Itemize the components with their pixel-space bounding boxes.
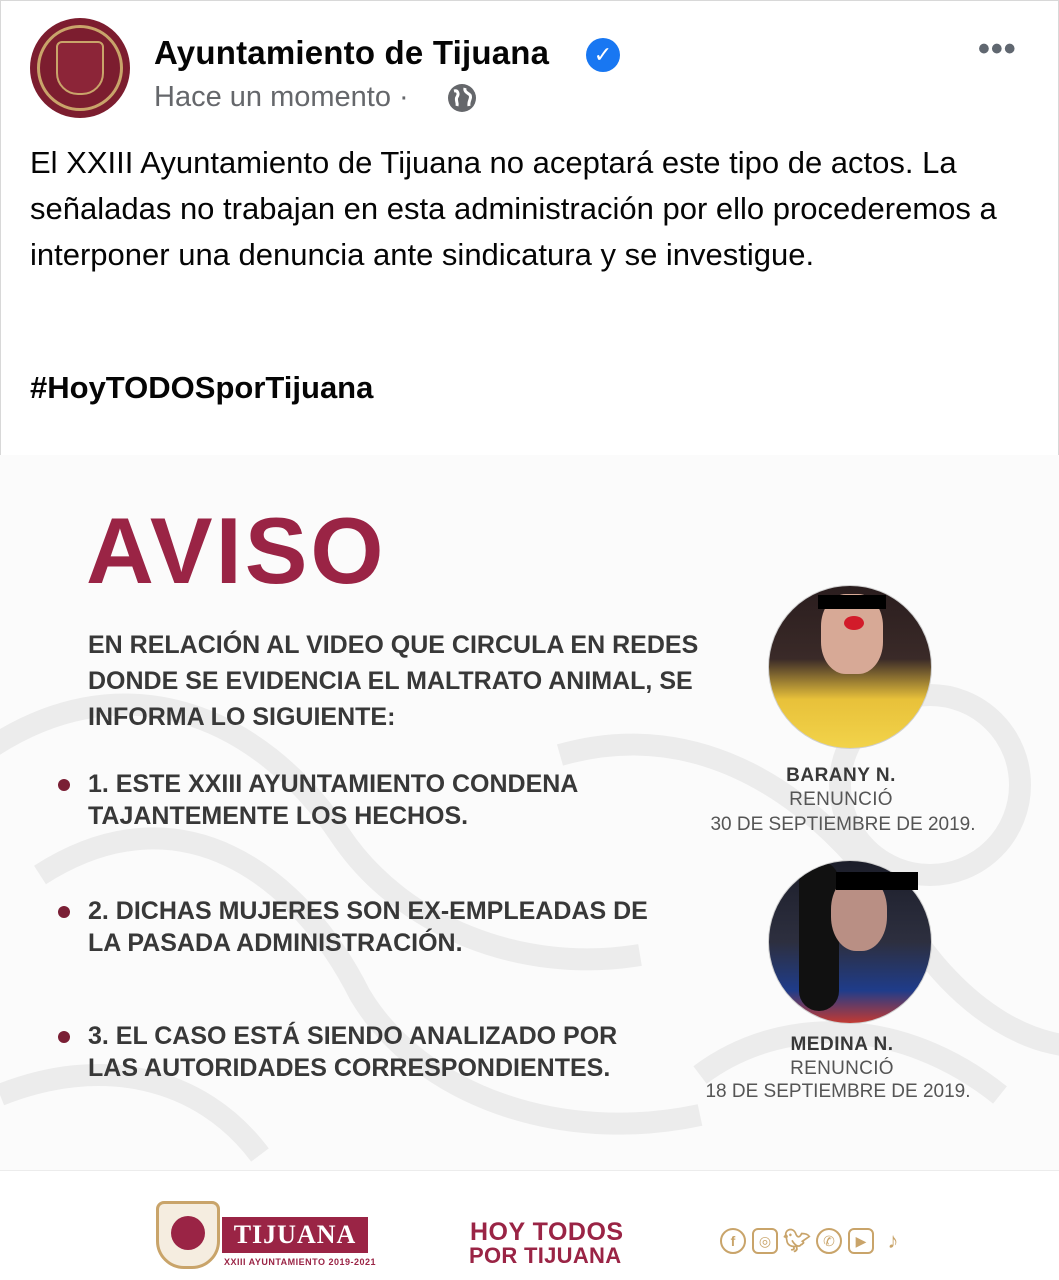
instagram-icon: ◎ [752,1228,778,1254]
slogan-line-2: POR TIJUANA [469,1243,622,1268]
aviso-point-3: 3. EL CASO ESTÁ SIENDO ANALIZADO POR LAS AUTORIDADES CORRESPONDIENTES. [88,1020,648,1084]
tijuana-seal-icon [156,1201,220,1269]
slogan-line-1: HOY TODOS [470,1218,624,1246]
aviso-heading: AVISO [86,498,387,603]
person-1-status: RENUNCIÓ [789,789,893,810]
globe-icon [446,82,478,114]
youtube-icon: ▶ [848,1228,874,1254]
avatar-shield-icon [56,41,104,95]
person-2-status: RENUNCIÓ [790,1058,894,1079]
lips-shape [844,616,864,630]
person-1-name: BARANY N. [786,765,896,786]
post-timestamp[interactable]: Hace un momento · [154,81,409,113]
hashtag-link[interactable]: #HoyTODOSporTijuana [30,370,374,405]
page-name-link[interactable]: Ayuntamiento de Tijuana [154,34,550,71]
person-photo-1 [768,585,932,749]
censor-bar-1 [818,595,886,609]
person-1-date: 30 DE SEPTIEMBRE DE 2019. [710,814,976,835]
tiktok-icon: ♪ [887,1228,899,1253]
more-options-icon[interactable]: ••• [978,30,1017,68]
tijuana-logo-subtitle: XXIII AYUNTAMIENTO 2019-2021 [224,1257,377,1267]
post-text: El XXIII Ayuntamiento de Tijuana no aceptará este tipo de actos. La señaladas no trabajan en esta administración por ello procederemos a interponer una denuncia ante sindicatura y se investigue. [30,145,997,272]
person-2-date: 18 DE SEPTIEMBRE DE 2019. [705,1081,971,1102]
avatar-seal-ring [37,25,123,111]
page-avatar[interactable] [30,18,130,118]
twitter-icon: 🐦︎ [783,1228,811,1253]
post-image[interactable] [0,455,1059,1280]
social-icons [720,1228,906,1254]
censor-bar-2 [836,872,918,890]
hair-shape [799,861,839,1011]
whatsapp-icon: ✆ [816,1228,842,1254]
aviso-point-2: 2. DICHAS MUJERES SON EX-EMPLEADAS DE LA PASADA ADMINISTRACIÓN. [88,897,648,957]
image-footer [0,1170,1059,1280]
facebook-icon: f [720,1228,746,1254]
tijuana-logo: TIJUANA [222,1217,368,1253]
verified-badge-icon: ✓ [586,38,620,72]
person-2-name: MEDINA N. [790,1034,894,1055]
aviso-intro: EN RELACIÓN AL VIDEO QUE CIRCULA EN REDES DONDE SE EVIDENCIA EL MALTRATO ANIMAL, SE INFORMA LO SIGUIENTE: [88,631,699,731]
aviso-point-1: 1. ESTE XXIII AYUNTAMIENTO CONDENA TAJANTEMENTE LOS HECHOS. [88,768,648,832]
